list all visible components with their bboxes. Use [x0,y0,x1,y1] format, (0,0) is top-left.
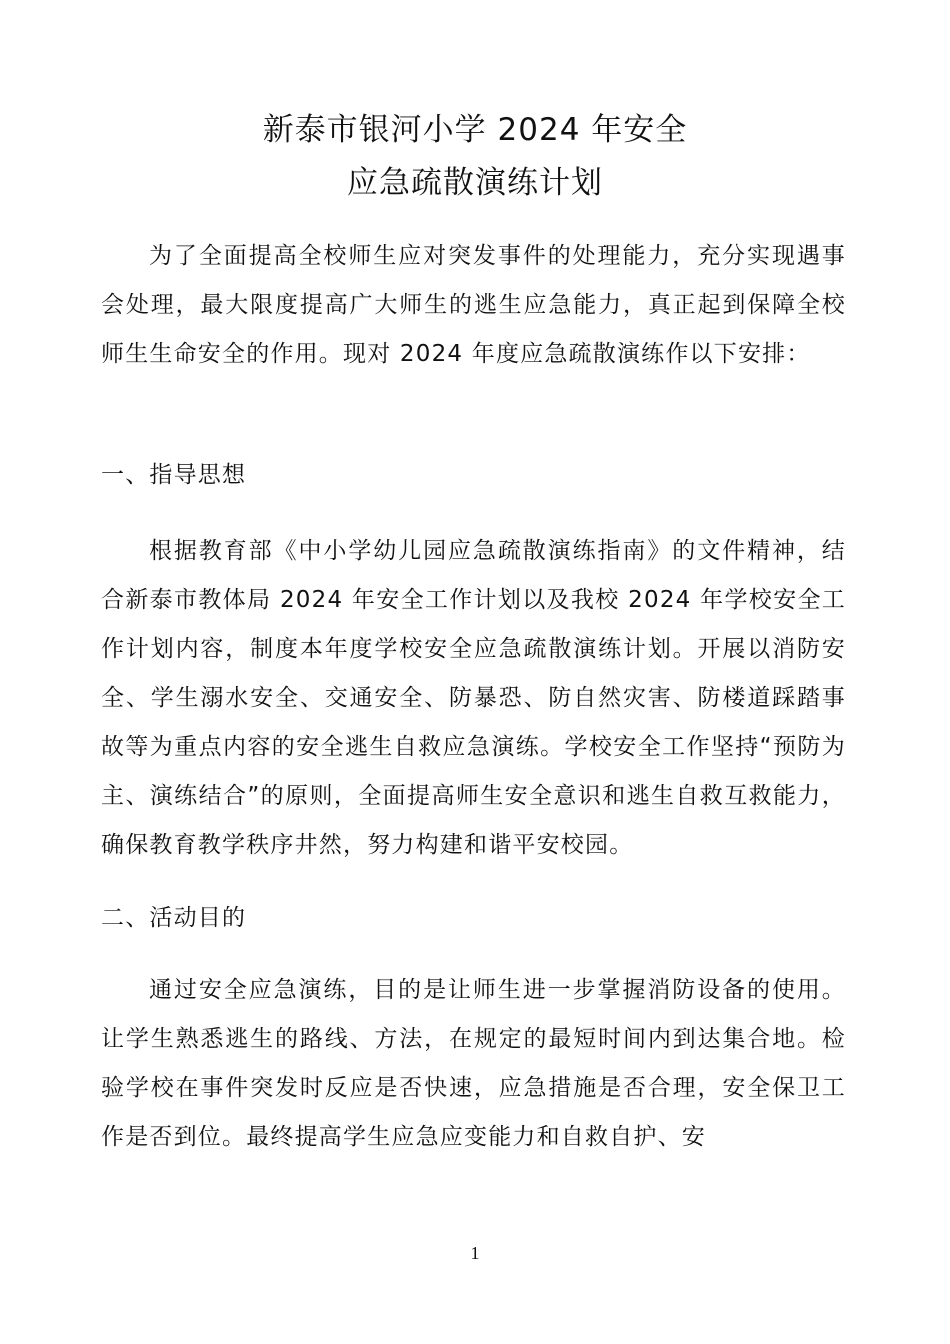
section-paragraph-activity-purpose: 通过安全应急演练，目的是让师生进一步掌握消防设备的使用。让学生熟悉逃生的路线、方法，在规定的最短时间内到达集合地。检验学校在事件突发时反应是否快速，应急措施是否合理，安全保卫工作是否到位。最终提高学生应急应变能力和自救自护、安 [101,977,846,1150]
document-title-line-1: 新泰市银河小学 2024 年安全 [262,112,688,148]
section-paragraph-guiding-ideology: 根据教育部《中小学幼儿园应急疏散演练指南》的文件精神，结合新泰市教体局 2024 年安全工作计划以及我校 2024 年学校安全工作计划内容，制度本年度学校安全应急疏散演练计划。开展以消防安全、学生溺水安全、交通安全、防暴恐、防自然灾害、防楼道踩踏事故等为重点内容的安全逃生自救应急演练。学校安全工作坚持“预防为主、演练结合”的原则，全面提高师生安全意识和逃生自救互救能力，确保教育教学秩序井然，努力构建和谐平安校园。 [101,538,846,858]
document-title-line-2: 应急疏散演练计划 [347,165,603,201]
section-heading-activity-purpose: 二、活动目的 [101,905,247,931]
intro-paragraph: 为了全面提高全校师生应对突发事件的处理能力，充分实现遇事会处理，最大限度提高广大师生的逃生应急能力，真正起到保障全校师生生命安全的作用。现对 2024 年度应急疏散演练作以下安排： [101,243,846,367]
section-heading-guiding-ideology: 一、指导思想 [101,462,247,488]
page-number: 1 [470,1243,480,1263]
